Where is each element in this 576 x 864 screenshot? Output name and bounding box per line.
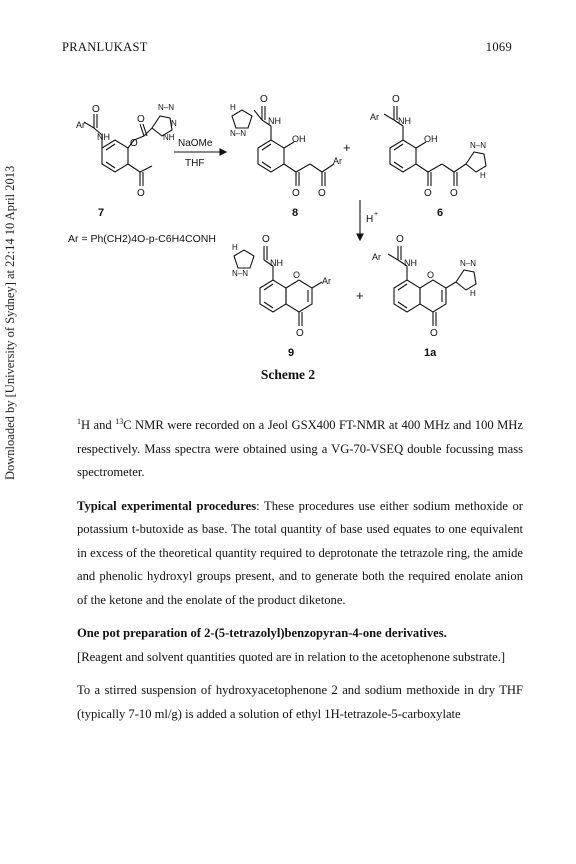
atom-n: N	[171, 119, 177, 128]
page-number: 1069	[485, 40, 512, 54]
acid-reagent: H	[366, 214, 374, 225]
atom-oh: OH	[424, 134, 438, 144]
final-paragraph: To a stirred suspension of hydroxyacetophenone 2 and sodium methoxide in dry THF (typically 7-10 ml/g) is added a solution of ethyl 1H-tetrazole-5-carboxylate	[77, 683, 523, 721]
atom-nh: NH	[270, 258, 283, 268]
reaction-scheme	[60, 80, 530, 365]
atom-o: O	[427, 270, 435, 280]
atom-o: O	[137, 114, 145, 125]
atom-o: O	[392, 94, 400, 105]
typical-procedures-paragraph	[77, 495, 523, 613]
atom-n: N–N	[460, 259, 477, 268]
scheme-caption: Scheme 2	[260, 367, 316, 382]
nmr-text-b: C NMR were recorded on a Jeol GSX400 FT-NMR at 400 MHz and 100 MHz respectively. Mass spectra were obtained using a VG-70-VSEQ double focussing mass spectrometer.	[77, 418, 523, 480]
atom-o: O	[137, 188, 145, 199]
atom-h: H	[480, 171, 486, 180]
atom-n: N–N	[158, 103, 175, 112]
atom-o: O	[318, 188, 326, 199]
atom-nh: NH	[404, 258, 417, 268]
ar-definition: Ar = Ph(CH2)4O-p-C6H4CONH	[68, 233, 216, 245]
atom-n: N–N	[470, 141, 487, 150]
atom-o: O	[260, 94, 268, 105]
atom-nh: NH	[97, 132, 110, 142]
atom-o: O	[430, 328, 438, 339]
atom-oh: OH	[292, 134, 306, 144]
typical-procedures-text: : These procedures use either sodium methoxide or potassium t-butoxide as base. The total quantity of base used equates to one equivalent in excess of the theoretical quantity required to deprotonate the tetrazole ring, the amide and phenolic hydroxyl groups present, and to generate both the required enolate anion of the ketone and the enolate of the product diketone.	[77, 498, 523, 607]
superscript-1: 1	[77, 417, 81, 426]
compound-label-1a: 1a	[424, 347, 437, 359]
superscript-13: 13	[115, 417, 124, 426]
atom-ar: Ar	[322, 276, 331, 286]
atom-h: H	[232, 243, 238, 252]
one-pot-paragraph	[77, 622, 523, 669]
plus-sign: +	[356, 288, 364, 303]
one-pot-heading: One pot preparation of 2-(5-tetrazolyl)benzopyran-4-one derivatives.	[77, 626, 447, 641]
compound-label-7: 7	[98, 207, 105, 219]
atom-ar: Ar	[370, 112, 379, 122]
atom-n: N–N	[232, 269, 249, 278]
compound-8	[232, 106, 334, 186]
atom-h: H	[470, 289, 476, 298]
nmr-paragraph	[77, 410, 523, 485]
acid-charge: +	[374, 211, 379, 218]
compound-1a	[388, 246, 476, 326]
download-watermark: Downloaded by [University of Sydney] at 22:14 10 April 2013	[3, 165, 17, 480]
atom-nh: NH	[163, 133, 175, 142]
atom-o: O	[130, 138, 138, 149]
atom-o: O	[292, 188, 300, 199]
atom-o: O	[424, 188, 432, 199]
plus-sign: +	[343, 140, 351, 155]
reagent-solvent: THF	[185, 158, 205, 169]
running-header: PRANLUKAST	[62, 40, 148, 54]
atom-o: O	[92, 104, 100, 115]
atom-ar: Ar	[76, 120, 85, 130]
atom-ar: Ar	[372, 252, 381, 262]
atom-ar: Ar	[333, 156, 342, 166]
atom-o: O	[296, 328, 304, 339]
compound-label-9: 9	[288, 347, 295, 359]
compound-label-6: 6	[437, 207, 444, 219]
nmr-text-a: H and	[81, 418, 116, 433]
typical-procedures-heading: Typical experimental procedures	[77, 498, 257, 513]
atom-h: H	[230, 103, 236, 112]
atom-o: O	[396, 234, 404, 245]
compound-7	[84, 114, 172, 186]
atom-o: O	[262, 234, 270, 245]
atom-o: O	[293, 270, 301, 280]
one-pot-note: [Reagent and solvent quantities quoted are in relation to the acetophenone substrate.]	[77, 649, 506, 664]
atom-o: O	[450, 188, 458, 199]
atom-nh: NH	[268, 116, 281, 126]
reagent-base: NaOMe	[178, 138, 213, 149]
atom-nh: NH	[398, 116, 411, 126]
body-text	[77, 410, 523, 736]
atom-n: N–N	[230, 129, 247, 138]
compound-label-8: 8	[292, 207, 299, 219]
